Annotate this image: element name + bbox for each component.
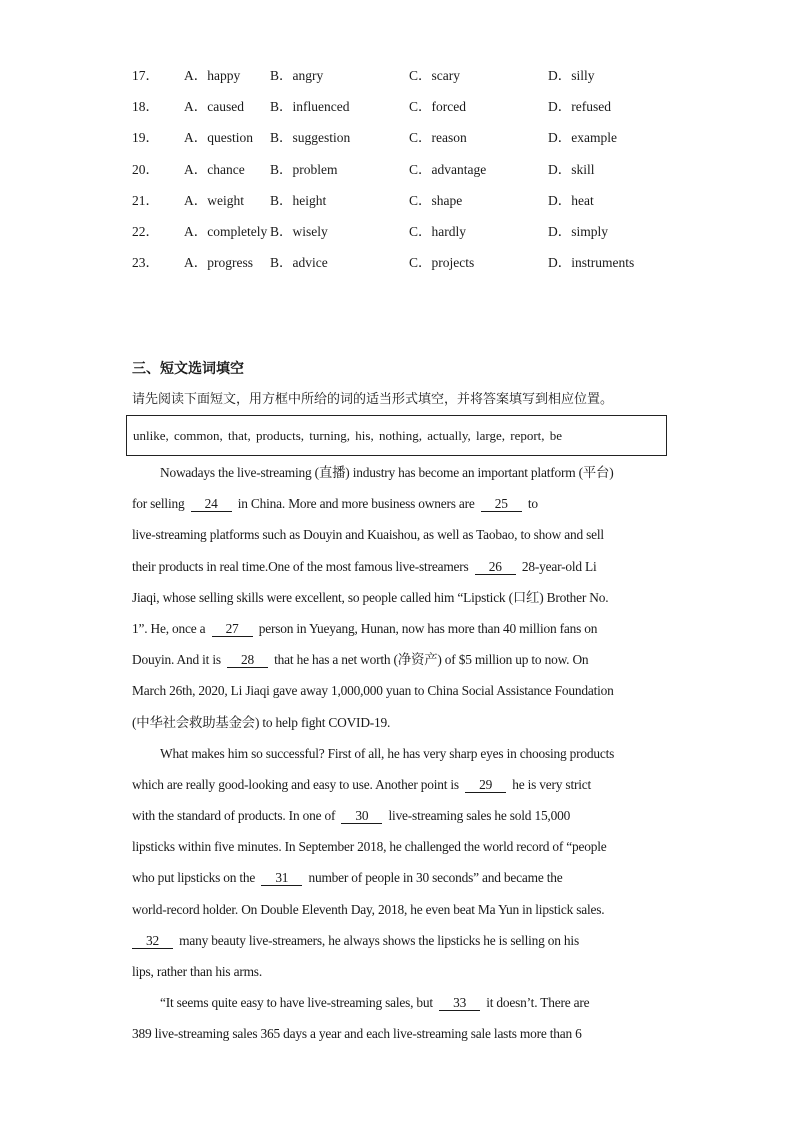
blank-25[interactable]: 25 (481, 497, 522, 512)
passage-line (132, 805, 662, 836)
question-number: 17． (132, 68, 159, 83)
text: Douyin. And it is (132, 652, 225, 668)
passage-line (132, 680, 662, 711)
question-row-17 (132, 66, 692, 97)
text: for selling (132, 496, 188, 512)
passage-line (132, 774, 662, 805)
text: number of people in 30 seconds” and became the (305, 870, 563, 886)
text: Jiaqi, whose selling skills were excellent, so people called him “Lipstick (口红) Brother No. (132, 589, 609, 605)
text: world-record holder. On Double Eleventh Day, 2018, he even beat Ma Yun in lipstick sales. (132, 901, 605, 917)
blank-26[interactable]: 26 (475, 560, 516, 575)
question-number: 21． (132, 192, 159, 208)
blank-24[interactable]: 24 (191, 497, 232, 512)
passage-line (132, 961, 662, 992)
text: to (524, 496, 538, 512)
text: he is very strict (509, 776, 592, 792)
option-c: C．shape (409, 192, 463, 208)
question-number: 18． (132, 99, 159, 115)
question-number: 19． (132, 130, 159, 146)
passage-line (132, 930, 662, 961)
text: lipsticks within five minutes. In September 2018, he challenged the world record of “people (132, 839, 607, 855)
option-c: C．forced (409, 99, 466, 115)
question-row-21 (132, 191, 692, 222)
text: (中华社会救助基金会) to help fight COVID-19. (132, 714, 391, 730)
option-c: C．scary (409, 68, 460, 83)
text: it doesn’t. There are (483, 995, 590, 1011)
text: live-streaming sales he sold 15,000 (385, 808, 571, 824)
text: What makes him so successful? First of all, he has very sharp eyes in choosing products (160, 745, 615, 761)
blank-32[interactable]: 32 (132, 934, 173, 949)
text: with the standard of products. In one of (132, 808, 339, 824)
text: “It seems quite easy to have live-streaming sales, but (160, 995, 437, 1011)
blank-29[interactable]: 29 (465, 778, 506, 793)
question-row-20 (132, 160, 692, 191)
option-c: C．hardly (409, 223, 466, 239)
word-box: unlike, common, that, products, turning, his, nothing, actually, large, report, be (126, 415, 667, 456)
blank-28[interactable]: 28 (227, 653, 268, 668)
option-a: A．weight (184, 192, 244, 208)
option-b: B．influenced (270, 99, 350, 115)
text: in China. More and more business owners are (234, 496, 478, 512)
option-d: D．refused (548, 99, 611, 115)
blank-31[interactable]: 31 (261, 871, 302, 886)
passage-line (132, 836, 662, 867)
option-c: C．reason (409, 130, 467, 146)
text: which are really good-looking and easy to use. Another point is (132, 776, 463, 792)
blank-30[interactable]: 30 (341, 809, 382, 824)
passage-line (132, 743, 662, 774)
section-instruction: 请先阅读下面短文，用方框中所给的词的适当形式填空，并将答案填写到相应位置。 (132, 392, 614, 407)
passage-line (132, 867, 662, 898)
question-number: 23． (132, 255, 159, 271)
passage-line (132, 493, 662, 524)
option-d: D．instruments (548, 255, 635, 271)
text: who put lipsticks on the (132, 870, 259, 886)
option-c: C．advantage (409, 161, 487, 177)
text: 1”. He, once a (132, 620, 209, 636)
option-c: C．projects (409, 255, 475, 271)
option-a: A．caused (184, 99, 244, 115)
passage-line (132, 556, 662, 587)
text: March 26th, 2020, Li Jiaqi gave away 1,000,000 yuan to China Social Assistance Foundation (132, 683, 614, 699)
passage-line (132, 712, 662, 743)
question-row-23 (132, 253, 692, 284)
question-number: 20． (132, 161, 159, 177)
text: that he has a net worth (净资产) of $5 million up to now. On (271, 652, 589, 668)
option-b: B．advice (270, 255, 328, 271)
option-a: A．chance (184, 161, 245, 177)
question-row-19 (132, 128, 692, 159)
passage-line (132, 618, 662, 649)
passage-line (132, 462, 662, 493)
passage (132, 462, 662, 1055)
question-row-18 (132, 97, 692, 128)
passage-line (132, 899, 662, 930)
passage-line (132, 649, 662, 680)
passage-line (132, 1023, 662, 1054)
passage-line (132, 587, 662, 618)
option-b: B．wisely (270, 223, 328, 239)
option-d: D．heat (548, 192, 594, 208)
option-a: A．happy (184, 68, 241, 83)
blank-33[interactable]: 33 (439, 996, 480, 1011)
question-number: 22． (132, 223, 159, 239)
text: live-streaming platforms such as Douyin and Kuaishou, as well as Taobao, to show and sell (132, 527, 604, 543)
section-title: 三、短文选词填空 (132, 361, 244, 377)
option-d: D．example (548, 130, 617, 146)
text: Nowadays the live-streaming (直播) industry has become an important platform (平台) (160, 465, 614, 480)
options-table (132, 66, 692, 284)
text: person in Yueyang, Hunan, now has more than 40 million fans on (255, 620, 598, 636)
text: their products in real time.One of the most famous live-streamers (132, 558, 472, 574)
option-d: D．silly (548, 68, 595, 83)
text: 28-year-old Li (518, 558, 597, 574)
option-d: D．skill (548, 161, 595, 177)
passage-line (132, 524, 662, 555)
option-a: A．question (184, 130, 253, 146)
option-a: A．completely (184, 223, 268, 239)
question-row-22 (132, 222, 692, 253)
option-b: B．height (270, 192, 327, 208)
passage-line (132, 992, 662, 1023)
option-a: A．progress (184, 255, 253, 271)
blank-27[interactable]: 27 (212, 622, 253, 637)
text: lips, rather than his arms. (132, 964, 262, 979)
option-b: B．angry (270, 68, 324, 83)
option-b: B．problem (270, 161, 338, 177)
text: 389 live-streaming sales 365 days a year and each live-streaming sale lasts more than 6 (132, 1026, 582, 1042)
option-b: B．suggestion (270, 130, 351, 146)
option-d: D．simply (548, 223, 609, 239)
text: many beauty live-streamers, he always shows the lipsticks he is selling on his (176, 932, 579, 948)
